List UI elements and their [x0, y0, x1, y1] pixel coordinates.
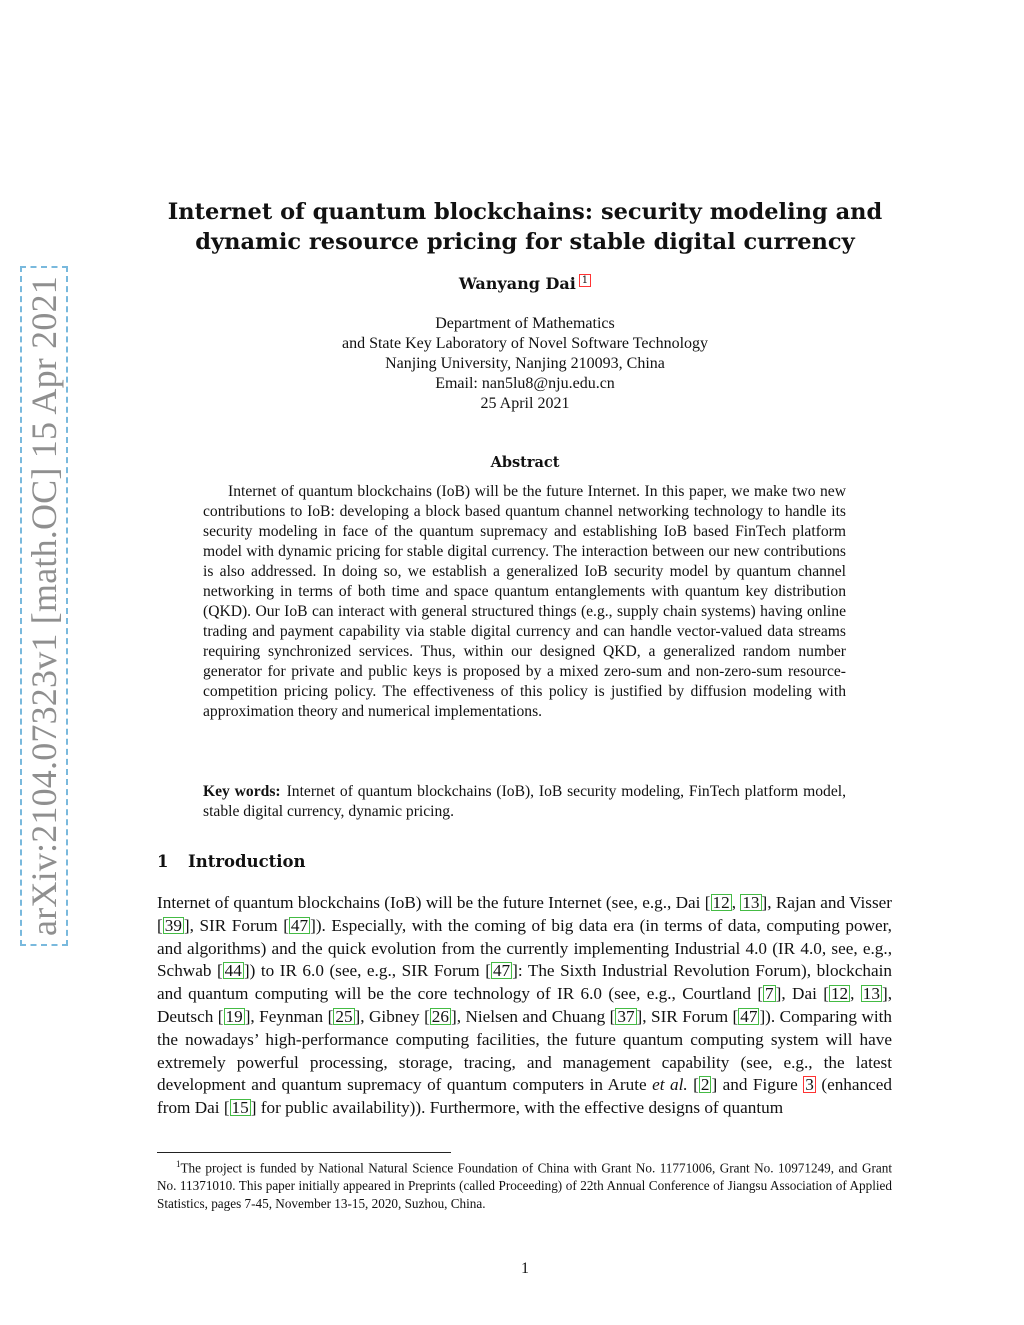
intro-text: ] and Figure: [711, 1075, 804, 1095]
intro-text: ], SIR Forum [: [183, 915, 289, 935]
intro-text: ], Nielsen and Chuang [: [450, 1006, 616, 1026]
citation-link[interactable]: 12: [830, 984, 849, 1004]
intro-text: ,: [850, 984, 861, 1004]
citation-link[interactable]: 37: [617, 1006, 635, 1026]
affiliation-block: [160, 314, 890, 414]
page-number: 1: [521, 1260, 529, 1277]
author-name: Wanyang Dai: [458, 274, 576, 293]
arxiv-identifier-stamp[interactable]: arXiv:2104.07323v1 [math.OC] 15 Apr 2021: [20, 266, 68, 946]
citation-link[interactable]: 47: [492, 961, 511, 981]
footnote-rule: [157, 1152, 451, 1153]
et-al: et al.: [652, 1075, 688, 1095]
intro-text: ], Rajan and Visser [: [157, 893, 892, 935]
intro-text: [: [687, 1075, 699, 1095]
intro-text: ], Feynman [: [244, 1006, 334, 1026]
citation-link[interactable]: 25: [335, 1006, 353, 1026]
affiliation-department: Department of Mathematics: [435, 315, 615, 332]
citation-link[interactable]: 39: [164, 915, 182, 935]
intro-text: ]). Especially, with the coming of big data era (in terms of data, computing power, and algorithms) and the quick evolution from the currently implementing Industrial 4.0 (IR 4.0, see, e.g., Schwab [: [157, 915, 892, 981]
affiliation-laboratory: and State Key Laboratory of Novel Software Technology: [341, 335, 709, 352]
intro-text: ], Gibney [: [354, 1006, 430, 1026]
figure-reference-link[interactable]: 3: [805, 1075, 814, 1095]
section-title: Introduction: [188, 852, 306, 871]
intro-text: Internet of quantum blockchains (IoB) will be the future Internet (see, e.g., Dai [: [157, 893, 711, 912]
intro-text: ]: The Sixth Industrial Revolution Forum), blockchain and quantum computing will be the core technology of IR 6.0 (see, e.g., Courtland [: [157, 961, 892, 1004]
citation-link[interactable]: 12: [712, 893, 730, 912]
keywords-label: Key words:: [203, 783, 281, 800]
citation-link[interactable]: 7: [765, 984, 774, 1004]
affiliation-university: Nanjing University, Nanjing 210093, China: [385, 355, 665, 372]
citation-link[interactable]: 15: [231, 1098, 249, 1118]
citation-link[interactable]: 19: [225, 1006, 243, 1026]
citation-link[interactable]: 13: [742, 893, 760, 912]
intro-text: ]). Comparing with the nowadays’ high-performance computing facilities, the future quantum computing system will have extremely powerful processing, storage, tracing, and management capability (see, e.g., the latest development and quantum supremacy of quantum computers in Arute: [157, 1006, 893, 1095]
intro-text: ], SIR Forum [: [636, 1006, 739, 1026]
abstract-text: Internet of quantum blockchains (IoB) will be the future Internet. In this paper, we make two new contributions to IoB: developing a block based quantum channel networking technology to handle its security modeling in face of the quantum supremacy and establishing IoB based FinTech platform model with dynamic pricing for stable digital currency. The interaction between our new contributions is also addressed. In doing so, we establish a generalized IoB security model by quantum channel networking in terms of both time and space quantum entanglements with quantum key distribution (QKD). Our IoB can interact with general structured things (e.g., supply chain systems) having online trading and payment capability via stable digital currency and can handle vector-valued data streams requiring synchronized services. Thus, within our designed QKD, a generalized random number generator for private and public keys is proposed by a mixed zero-sum and non-zero-sum resource-competition pricing policy. The effectiveness of this policy is justified by diffusion modeling with approximation theory and numerical implementations.: [203, 483, 846, 720]
intro-text: (enhanced from Dai [: [157, 1075, 892, 1118]
citation-link[interactable]: 47: [290, 915, 309, 935]
paper-title: [160, 197, 890, 257]
section-number: 1: [157, 852, 169, 871]
paper-date: 25 April 2021: [480, 395, 570, 412]
title-line-2: dynamic resource pricing for stable digital currency: [195, 229, 855, 255]
intro-text: ,: [731, 893, 741, 912]
keywords-text: Internet of quantum blockchains (IoB), IoB security modeling, FinTech platform model, stable digital currency, dynamic pricing.: [203, 783, 846, 820]
citation-link[interactable]: 13: [862, 984, 880, 1004]
footnote-text: The project is funded by National Natural Science Foundation of China with Grant No. 11771006, Grant No. 10971249, and Grant No. 11371010. This paper initially appeared in Preprints (called Proceeding) of 22th Annual Conference of Jiangsu Association of Applied Statistics, pages 7-45, November 13-15, 2020, Suzhou, China.: [157, 1160, 892, 1212]
intro-text: ]) to IR 6.0 (see, e.g., SIR Forum [: [243, 961, 491, 981]
abstract-heading: Abstract: [490, 454, 560, 471]
keywords-paragraph: [203, 782, 846, 822]
footnote: [157, 1155, 892, 1213]
footnote-mark: 1: [176, 1159, 181, 1169]
introduction-paragraph: [157, 892, 892, 1120]
intro-text: ], Dai [: [775, 984, 829, 1004]
title-line-1: Internet of quantum blockchains: security modeling and: [167, 199, 883, 225]
citation-link[interactable]: 26: [431, 1006, 449, 1026]
author-line: [160, 272, 890, 296]
author-email: Email: nan5lu8@nju.edu.cn: [435, 375, 615, 392]
author-footnote-link[interactable]: 1: [579, 274, 591, 287]
citation-link[interactable]: 44: [224, 961, 242, 981]
citation-link[interactable]: 2: [700, 1075, 710, 1095]
intro-text: ], Deutsch [: [157, 984, 893, 1026]
section-heading-introduction: [157, 850, 892, 874]
citation-link[interactable]: 47: [740, 1006, 758, 1026]
intro-text: ] for public availability)). Furthermore, with the effective designs of quantum: [250, 1098, 784, 1118]
